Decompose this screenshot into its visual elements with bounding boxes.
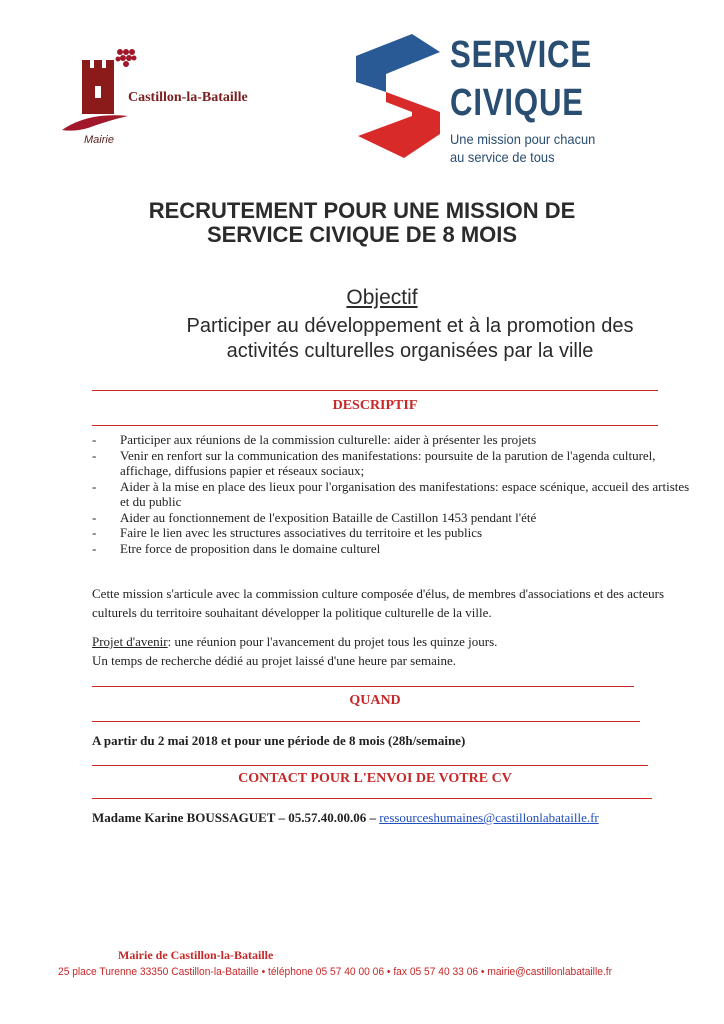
mission-paragraph: Cette mission s'articule avec la commission culture composée d'élus, de membres d'associations et des acteurs culturels du territoire souhaitant développer la politique culturelle de la ville. (92, 586, 665, 620)
divider (92, 721, 640, 722)
projet-line (92, 632, 692, 651)
list-item: - Venir en renfort sur la communication des manifestations: poursuite de la parution de l'agenda culturel, affichage, diffusions papier et réseaux sociaux; (92, 447, 656, 478)
list-item: - Etre force de proposition dans le domaine culturel (92, 540, 381, 556)
service-civique-logo (350, 30, 450, 165)
mairie-name: Castillon-la-Bataille (128, 90, 248, 105)
contact-email-link[interactable]: ressourceshumaines@castillonlabataille.fr (379, 810, 599, 825)
quand-heading: QUAND (349, 693, 401, 708)
temps-line: Un temps de recherche dédié au projet laissé d'une heure par semaine. (92, 653, 457, 668)
projet-text: : une réunion pour l'avancement du projet tous les quinze jours. (167, 634, 498, 649)
mairie-subtitle: Mairie (84, 134, 114, 146)
quand-text: A partir du 2 mai 2018 et pour une période de 8 mois (28h/semaine) (92, 733, 466, 748)
service-civique-title-line1: SERVICE (450, 34, 592, 76)
service-civique-title-line2: CIVIQUE (450, 82, 584, 124)
contact-name-phone: Madame Karine BOUSSAGUET – 05.57.40.00.06 – (92, 810, 380, 825)
objectif-line2: activités culturelles organisées par la ville (226, 340, 594, 362)
divider (92, 686, 634, 687)
grapes-icon (116, 49, 137, 67)
list-item: - Aider à la mise en place des lieux pour l'organisation des manifestations: espace scénique, accueil des artistes et du public (92, 478, 690, 509)
list-item: - Aider au fonctionnement de l'exposition Bataille de Castillon 1453 pendant l'été (92, 509, 537, 525)
projet-label: Projet d'avenir (92, 634, 168, 649)
contact-heading: CONTACT POUR L'ENVOI DE VOTRE CV (238, 771, 512, 786)
descriptif-list (92, 432, 692, 556)
footer-address: 25 place Turenne 33350 Castillon-la-Bataille • téléphone 05 57 40 00 06 • fax 05 57 40 33 06 • mairie@castillonlabataille.fr (58, 966, 613, 978)
divider (92, 765, 648, 766)
page-title-line1: RECRUTEMENT POUR UNE MISSION DE (148, 198, 576, 223)
list-item: - Faire le lien avec les structures associatives du territoire et les publics (92, 525, 483, 540)
list-item: - Participer aux réunions de la commission culturelle: aider à présenter les projets (92, 432, 537, 447)
objectif-line1: Participer au développement et à la promotion des (186, 315, 634, 337)
contact-line (92, 810, 599, 826)
footer-name: Mairie de Castillon-la-Bataille (118, 948, 274, 962)
descriptif-heading: DESCRIPTIF (332, 398, 418, 413)
divider (92, 425, 658, 426)
page-title-line2: SERVICE CIVIQUE DE 8 MOIS (206, 222, 518, 247)
objectif-heading: Objectif (346, 286, 418, 309)
service-civique-tagline-line2: au service de tous (450, 149, 555, 165)
service-civique-tagline-line1: Une mission pour chacun (450, 131, 596, 147)
divider (92, 390, 658, 391)
divider (92, 798, 652, 799)
